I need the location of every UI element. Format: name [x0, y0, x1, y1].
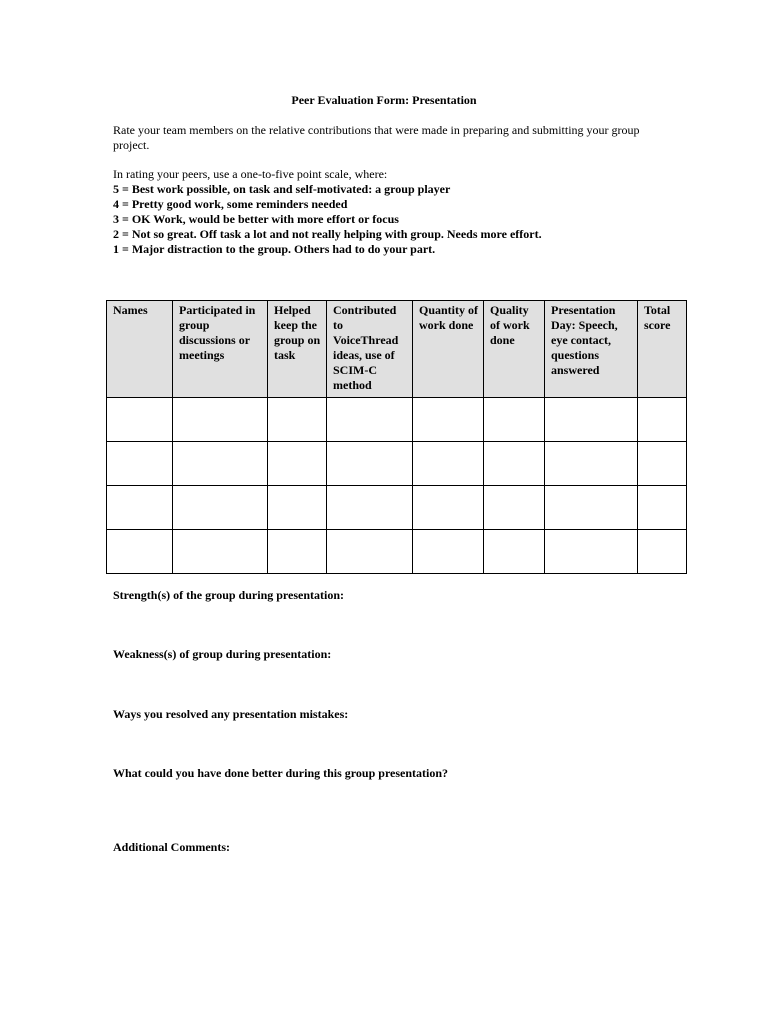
- total-cell[interactable]: [638, 398, 687, 442]
- quantity-cell[interactable]: [413, 442, 484, 486]
- presentation-cell[interactable]: [545, 442, 638, 486]
- name-cell[interactable]: [107, 398, 173, 442]
- total-cell[interactable]: [638, 530, 687, 574]
- participated-cell[interactable]: [173, 442, 268, 486]
- scale-item-3: 3 = OK Work, would be better with more effort or focus: [113, 212, 399, 226]
- do-better-heading: What could you have done better during this group presentation?: [113, 766, 449, 780]
- presentation-cell[interactable]: [545, 398, 638, 442]
- quality-cell[interactable]: [484, 530, 545, 574]
- header-quality: Quality of work done: [484, 301, 545, 398]
- helped-cell[interactable]: [268, 398, 327, 442]
- contributed-cell[interactable]: [327, 530, 413, 574]
- header-helped-keep-on-task: Helped keep the group on task: [268, 301, 327, 398]
- table-row: [107, 486, 687, 530]
- table-row: [107, 398, 687, 442]
- quality-cell[interactable]: [484, 442, 545, 486]
- scale-item-4: 4 = Pretty good work, some reminders needed: [113, 197, 348, 211]
- helped-cell[interactable]: [268, 486, 327, 530]
- header-participated: Participated in group discussions or meetings: [173, 301, 268, 398]
- additional-comments-heading: Additional Comments:: [113, 840, 231, 854]
- table-row: [107, 530, 687, 574]
- header-presentation-day: Presentation Day: Speech, eye contact, questions answered: [545, 301, 638, 398]
- table-header-row: [107, 301, 687, 398]
- quantity-cell[interactable]: [413, 486, 484, 530]
- quality-cell[interactable]: [484, 398, 545, 442]
- header-names: Names: [107, 301, 173, 398]
- contributed-cell[interactable]: [327, 442, 413, 486]
- header-total-score: Total score: [638, 301, 687, 398]
- header-contributed: Contributed to VoiceThread ideas, use of SCIM-C method: [327, 301, 413, 398]
- contributed-cell[interactable]: [327, 398, 413, 442]
- contributed-cell[interactable]: [327, 486, 413, 530]
- quality-cell[interactable]: [484, 486, 545, 530]
- participated-cell[interactable]: [173, 530, 268, 574]
- name-cell[interactable]: [107, 530, 173, 574]
- quantity-cell[interactable]: [413, 530, 484, 574]
- scale-item-1: 1 = Major distraction to the group. Others had to do your part.: [113, 242, 436, 256]
- weaknesses-heading: Weakness(s) of group during presentation:: [113, 647, 332, 661]
- scale-item-2: 2 = Not so great. Off task a lot and not really helping with group. Needs more effort.: [113, 227, 542, 241]
- participated-cell[interactable]: [173, 398, 268, 442]
- header-quantity: Quantity of work done: [413, 301, 484, 398]
- table-row: [107, 442, 687, 486]
- page-title: Peer Evaluation Form: Presentation: [291, 93, 477, 107]
- total-cell[interactable]: [638, 442, 687, 486]
- intro-text: Rate your team members on the relative contributions that were made in preparing and submitting your group project.: [113, 123, 640, 152]
- presentation-cell[interactable]: [545, 530, 638, 574]
- strengths-heading: Strength(s) of the group during presentation:: [113, 588, 345, 602]
- rating-scale-list: [113, 182, 673, 257]
- participated-cell[interactable]: [173, 486, 268, 530]
- presentation-cell[interactable]: [545, 486, 638, 530]
- resolved-mistakes-heading: Ways you resolved any presentation mistakes:: [113, 707, 349, 721]
- helped-cell[interactable]: [268, 530, 327, 574]
- scale-item-5: 5 = Best work possible, on task and self-motivated: a group player: [113, 182, 451, 196]
- name-cell[interactable]: [107, 486, 173, 530]
- scale-intro: In rating your peers, use a one-to-five point scale, where:: [113, 167, 388, 181]
- total-cell[interactable]: [638, 486, 687, 530]
- quantity-cell[interactable]: [413, 398, 484, 442]
- name-cell[interactable]: [107, 442, 173, 486]
- helped-cell[interactable]: [268, 442, 327, 486]
- evaluation-table: [106, 300, 687, 574]
